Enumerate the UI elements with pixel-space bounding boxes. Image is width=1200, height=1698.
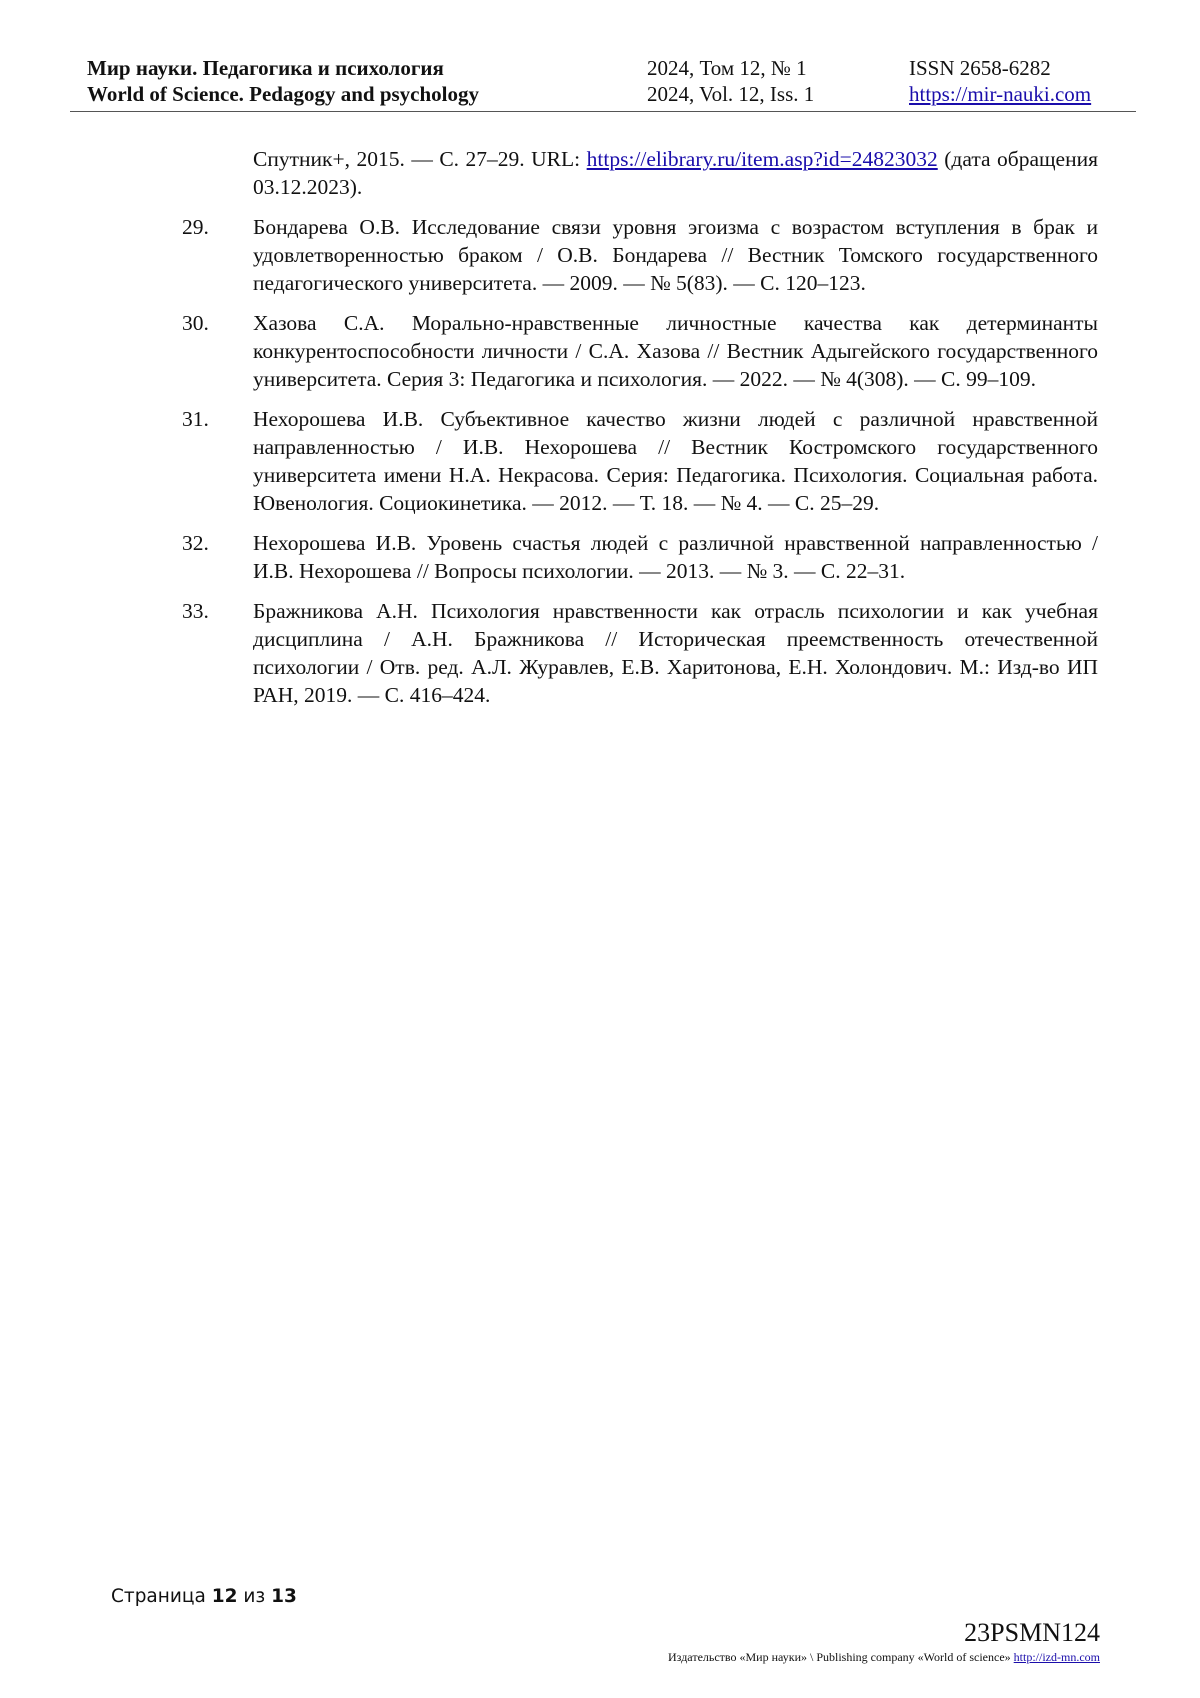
- reference-text-end: (дата обращения 03.12.2023).: [253, 147, 1098, 199]
- reference-number: 32.: [182, 531, 209, 555]
- header-divider: [70, 111, 1136, 112]
- issn: ISSN 2658-6282: [909, 56, 1051, 80]
- page-counter: [111, 1586, 297, 1607]
- reference-text: Хазова С.А. Морально-нравственные личностные качества как детерминанты конкурентоспособности личности / С.А. Хазова // Вестник Адыгейского государственного университета. Серия 3: Педагогика и психология. — 2022. — № 4(308). — С. 99–109.: [253, 311, 1098, 391]
- reference-number: 31.: [182, 407, 209, 431]
- elibrary-link[interactable]: https://elibrary.ru/item.asp?id=24823032: [586, 147, 938, 171]
- running-header: [87, 55, 1130, 107]
- reference-text: Нехорошева И.В. Уровень счастья людей с различной нравственной направленностью / И.В. Нехорошева // Вопросы психологии. — 2013. — № 3. — С. 22–31.: [253, 531, 1098, 583]
- current-page-number: 12: [211, 1586, 238, 1607]
- reference-item: [0, 529, 1200, 585]
- reference-number: 29.: [182, 215, 209, 239]
- journal-title-ru: Мир науки. Педагогика и психология: [87, 56, 444, 80]
- article-code: 23PSMN124: [964, 1618, 1100, 1647]
- reference-item: [0, 405, 1200, 517]
- page-label: Страница: [111, 1586, 206, 1607]
- reference-text: Бондарева О.В. Исследование связи уровня эгоизма с возрастом вступления в брак и удовлетворенностью браком / О.В. Бондарева // Вестник Томского государственного педагогического университета. — 2009. — № 5(83). — С. 120–123.: [253, 215, 1098, 295]
- issue-info-en: 2024, Vol. 12, Iss. 1: [647, 82, 815, 106]
- reference-number: 33.: [182, 599, 209, 623]
- reference-text-start: Спутник+, 2015. — С. 27–29. URL:: [253, 147, 587, 171]
- page-separator: из: [243, 1586, 266, 1607]
- publisher-name: Издательство «Мир науки» \ Publishing company «World of science»: [668, 1650, 1014, 1664]
- reference-item: [0, 597, 1200, 709]
- reference-list: [0, 145, 1200, 721]
- reference-text: Бражникова А.Н. Психология нравственности как отрасль психологии и как учебная дисциплина / А.Н. Бражникова // Историческая преемственность отечественной психологии / Отв. ред. А.Л. Журавлев, Е.В. Харитонова, Е.Н. Холондович. М.: Изд-во ИП РАН, 2019. — С. 416–424.: [253, 599, 1098, 707]
- reference-item-28-continued: [0, 145, 1200, 201]
- publisher-link[interactable]: http://izd-mn.com: [1013, 1650, 1100, 1664]
- reference-text: [253, 145, 1098, 201]
- issue-info-ru: 2024, Том 12, № 1: [647, 56, 807, 80]
- total-pages-number: 13: [271, 1586, 297, 1607]
- journal-site-link[interactable]: https://mir-nauki.com: [909, 82, 1092, 106]
- reference-number: 30.: [182, 311, 209, 335]
- reference-item: [0, 213, 1200, 297]
- journal-title-en: World of Science. Pedagogy and psychology: [87, 82, 480, 106]
- reference-text: Нехорошева И.В. Субъективное качество жизни людей с различной нравственной направленностью / И.В. Нехорошева // Вестник Костромского государственного университета имени Н.А. Некрасова. Серия: Педагогика. Психология. Социальная работа. Ювенология. Социокинетика. — 2012. — Т. 18. — № 4. — С. 25–29.: [253, 407, 1098, 515]
- header-row-en: [87, 81, 1130, 107]
- header-row-ru: [87, 55, 1130, 81]
- reference-item: [0, 309, 1200, 393]
- publisher-line: [668, 1650, 1100, 1665]
